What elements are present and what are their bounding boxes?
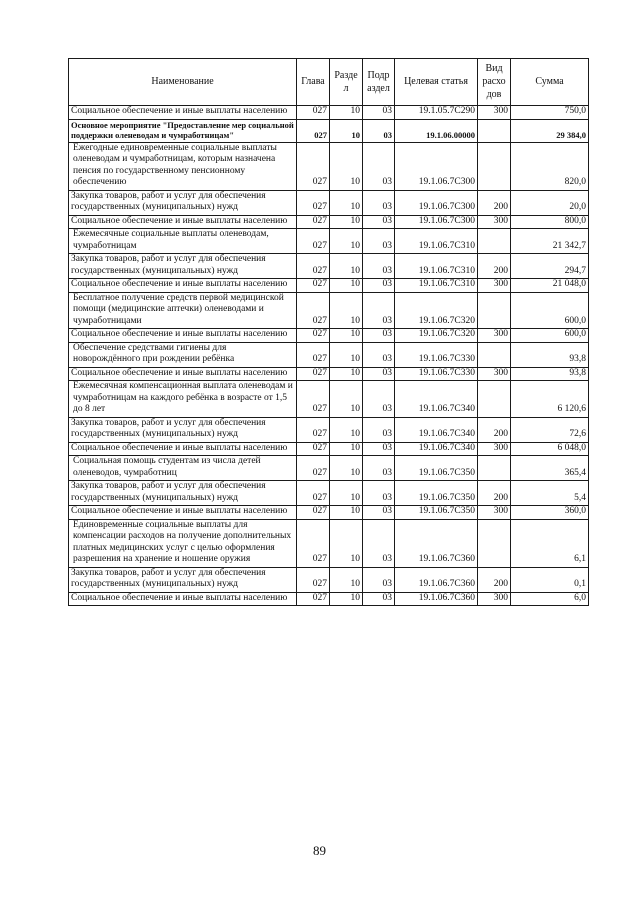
cell-glava: 027: [297, 481, 330, 506]
header-podrazdel: Подр аздел: [363, 59, 395, 106]
cell-razdel: 10: [330, 119, 363, 142]
cell-razdel: 10: [330, 519, 363, 567]
cell-vid: [478, 229, 511, 254]
cell-target: 19.1.06.7С340: [395, 442, 478, 456]
cell-glava: 027: [297, 381, 330, 418]
table-header-row: [69, 59, 589, 106]
cell-vid: 300: [478, 506, 511, 520]
cell-sum: 6,0: [511, 592, 589, 606]
cell-podrazdel: 03: [363, 292, 395, 329]
cell-glava: 027: [297, 190, 330, 215]
cell-name: Социальное обеспечение и иные выплаты населению: [69, 506, 297, 520]
cell-sum: 6 120,6: [511, 381, 589, 418]
cell-podrazdel: 03: [363, 592, 395, 606]
cell-sum: 820,0: [511, 142, 589, 190]
cell-name: Ежемесячная компенсационная выплата оленеводам и чумработницам на каждого ребёнка в возрасте от 1,5 до 8 лет: [69, 381, 297, 418]
cell-name: Социальное обеспечение и иные выплаты населению: [69, 215, 297, 229]
cell-sum: 360,0: [511, 506, 589, 520]
cell-podrazdel: 03: [363, 106, 395, 120]
cell-name: Социальное обеспечение и иные выплаты населению: [69, 367, 297, 381]
table-row: [69, 119, 589, 142]
cell-sum: 600,0: [511, 329, 589, 343]
cell-sum: 750,0: [511, 106, 589, 120]
cell-sum: 294,7: [511, 254, 589, 279]
cell-name: Социальное обеспечение и иные выплаты населению: [69, 329, 297, 343]
cell-vid: 200: [478, 254, 511, 279]
cell-target: 19.1.06.7С360: [395, 592, 478, 606]
table-row: [69, 519, 589, 567]
cell-razdel: 10: [330, 254, 363, 279]
cell-glava: 027: [297, 229, 330, 254]
cell-glava: 027: [297, 456, 330, 481]
cell-vid: 300: [478, 367, 511, 381]
cell-vid: 300: [478, 215, 511, 229]
cell-podrazdel: 03: [363, 229, 395, 254]
cell-razdel: 10: [330, 329, 363, 343]
cell-target: 19.1.06.7С350: [395, 456, 478, 481]
cell-vid: 200: [478, 567, 511, 592]
cell-sum: 21 342,7: [511, 229, 589, 254]
table-row: [69, 367, 589, 381]
cell-vid: 300: [478, 329, 511, 343]
cell-sum: 6 048,0: [511, 442, 589, 456]
cell-razdel: 10: [330, 279, 363, 293]
cell-sum: 5,4: [511, 481, 589, 506]
cell-glava: 027: [297, 567, 330, 592]
cell-sum: 93,8: [511, 342, 589, 367]
cell-vid: 200: [478, 481, 511, 506]
table-row: [69, 190, 589, 215]
cell-name: Закупка товаров, работ и услуг для обеспечения государственных (муниципальных) нужд: [69, 417, 297, 442]
header-vid: Вид расхо дов: [478, 59, 511, 106]
header-razdel: Разде л: [330, 59, 363, 106]
table-row: [69, 592, 589, 606]
cell-vid: [478, 381, 511, 418]
cell-podrazdel: 03: [363, 567, 395, 592]
cell-name: Основное мероприятие "Предоставление мер социальной поддержки оленеводам и чумработницам": [69, 119, 297, 142]
cell-glava: 027: [297, 506, 330, 520]
cell-razdel: 10: [330, 229, 363, 254]
table-row: [69, 292, 589, 329]
cell-podrazdel: 03: [363, 381, 395, 418]
cell-podrazdel: 03: [363, 329, 395, 343]
cell-glava: 027: [297, 119, 330, 142]
table-row: [69, 456, 589, 481]
budget-table: [68, 58, 589, 606]
cell-razdel: 10: [330, 342, 363, 367]
cell-sum: 365,4: [511, 456, 589, 481]
cell-target: 19.1.06.7С340: [395, 381, 478, 418]
cell-glava: 027: [297, 292, 330, 329]
cell-glava: 027: [297, 342, 330, 367]
table-row: [69, 215, 589, 229]
table-row: [69, 417, 589, 442]
cell-glava: 027: [297, 592, 330, 606]
cell-podrazdel: 03: [363, 481, 395, 506]
cell-razdel: 10: [330, 367, 363, 381]
cell-vid: [478, 119, 511, 142]
cell-razdel: 10: [330, 481, 363, 506]
cell-target: 19.1.06.7С300: [395, 190, 478, 215]
cell-razdel: 10: [330, 442, 363, 456]
cell-sum: 600,0: [511, 292, 589, 329]
cell-podrazdel: 03: [363, 506, 395, 520]
cell-podrazdel: 03: [363, 417, 395, 442]
cell-sum: 21 048,0: [511, 279, 589, 293]
cell-sum: 20,0: [511, 190, 589, 215]
cell-razdel: 10: [330, 506, 363, 520]
cell-target: 19.1.06.7С360: [395, 567, 478, 592]
cell-target: 19.1.06.7С320: [395, 329, 478, 343]
cell-sum: 29 384,0: [511, 119, 589, 142]
cell-podrazdel: 03: [363, 190, 395, 215]
table-row: [69, 329, 589, 343]
cell-name: Закупка товаров, работ и услуг для обеспечения государственных (муниципальных) нужд: [69, 190, 297, 215]
table-row: [69, 279, 589, 293]
header-target: Целевая статья: [395, 59, 478, 106]
cell-vid: [478, 456, 511, 481]
cell-target: 19.1.06.7С310: [395, 229, 478, 254]
cell-razdel: 10: [330, 142, 363, 190]
table-row: [69, 229, 589, 254]
cell-glava: 027: [297, 254, 330, 279]
table-row: [69, 106, 589, 120]
cell-target: 19.1.05.7С290: [395, 106, 478, 120]
cell-name: Закупка товаров, работ и услуг для обеспечения государственных (муниципальных) нужд: [69, 254, 297, 279]
cell-glava: 027: [297, 142, 330, 190]
cell-sum: 800,0: [511, 215, 589, 229]
cell-target: 19.1.06.7С360: [395, 519, 478, 567]
cell-razdel: 10: [330, 567, 363, 592]
cell-name: Социальное обеспечение и иные выплаты населению: [69, 106, 297, 120]
header-sum: Сумма: [511, 59, 589, 106]
cell-sum: 72,6: [511, 417, 589, 442]
cell-name: Социальная помощь студентам из числа детей оленеводов, чумработниц: [69, 456, 297, 481]
cell-podrazdel: 03: [363, 367, 395, 381]
cell-sum: 6,1: [511, 519, 589, 567]
cell-glava: 027: [297, 279, 330, 293]
cell-target: 19.1.06.00000: [395, 119, 478, 142]
cell-target: 19.1.06.7С300: [395, 142, 478, 190]
cell-vid: 200: [478, 190, 511, 215]
table-row: [69, 254, 589, 279]
cell-name: Социальное обеспечение и иные выплаты населению: [69, 279, 297, 293]
cell-vid: 300: [478, 279, 511, 293]
cell-sum: 93,8: [511, 367, 589, 381]
cell-name: Ежегодные единовременные социальные выплаты оленеводам и чумработницам, которым назначена пенсия по государственному пенсионному обеспечению: [69, 142, 297, 190]
cell-glava: 027: [297, 519, 330, 567]
cell-target: 19.1.06.7С340: [395, 417, 478, 442]
cell-name: Социальное обеспечение и иные выплаты населению: [69, 592, 297, 606]
cell-podrazdel: 03: [363, 519, 395, 567]
cell-podrazdel: 03: [363, 142, 395, 190]
cell-glava: 027: [297, 367, 330, 381]
cell-glava: 027: [297, 442, 330, 456]
cell-target: 19.1.06.7С300: [395, 215, 478, 229]
cell-podrazdel: 03: [363, 342, 395, 367]
cell-vid: [478, 519, 511, 567]
cell-target: 19.1.06.7С330: [395, 367, 478, 381]
table-row: [69, 481, 589, 506]
cell-podrazdel: 03: [363, 215, 395, 229]
table-row: [69, 381, 589, 418]
cell-target: 19.1.06.7С350: [395, 506, 478, 520]
cell-name: Бесплатное получение средств первой медицинской помощи (медицинские аптечки) оленеводами и чумработницами: [69, 292, 297, 329]
cell-podrazdel: 03: [363, 456, 395, 481]
cell-name: Закупка товаров, работ и услуг для обеспечения государственных (муниципальных) нужд: [69, 481, 297, 506]
cell-name: Ежемесячные социальные выплаты оленеводам, чумработницам: [69, 229, 297, 254]
cell-target: 19.1.06.7С310: [395, 279, 478, 293]
page-number: 89: [313, 843, 326, 858]
table-row: [69, 342, 589, 367]
cell-target: 19.1.06.7С320: [395, 292, 478, 329]
table-body: [69, 106, 589, 606]
cell-razdel: 10: [330, 381, 363, 418]
cell-sum: 0,1: [511, 567, 589, 592]
cell-podrazdel: 03: [363, 442, 395, 456]
cell-vid: 200: [478, 417, 511, 442]
cell-vid: [478, 292, 511, 329]
table-row: [69, 442, 589, 456]
cell-razdel: 10: [330, 106, 363, 120]
cell-glava: 027: [297, 106, 330, 120]
table-row: [69, 567, 589, 592]
cell-name: Социальное обеспечение и иные выплаты населению: [69, 442, 297, 456]
cell-podrazdel: 03: [363, 279, 395, 293]
cell-vid: [478, 142, 511, 190]
cell-name: Единовременные социальные выплаты для компенсации расходов на получение дополнительных платных медицинских услуг с целью оформления разрешения на хранение и ношение оружия: [69, 519, 297, 567]
cell-vid: 300: [478, 106, 511, 120]
cell-razdel: 10: [330, 215, 363, 229]
cell-name: Закупка товаров, работ и услуг для обеспечения государственных (муниципальных) нужд: [69, 567, 297, 592]
cell-target: 19.1.06.7С330: [395, 342, 478, 367]
cell-razdel: 10: [330, 190, 363, 215]
cell-glava: 027: [297, 215, 330, 229]
header-glava: Глава: [297, 59, 330, 106]
cell-vid: 300: [478, 592, 511, 606]
table-row: [69, 142, 589, 190]
header-name: Наименование: [69, 59, 297, 106]
cell-podrazdel: 03: [363, 119, 395, 142]
table-row: [69, 506, 589, 520]
cell-target: 19.1.06.7С350: [395, 481, 478, 506]
cell-podrazdel: 03: [363, 254, 395, 279]
cell-razdel: 10: [330, 456, 363, 481]
cell-vid: 300: [478, 442, 511, 456]
cell-glava: 027: [297, 417, 330, 442]
cell-name: Обеспечение средствами гигиены для новорождённого при рождении ребёнка: [69, 342, 297, 367]
cell-target: 19.1.06.7С310: [395, 254, 478, 279]
cell-razdel: 10: [330, 417, 363, 442]
cell-razdel: 10: [330, 292, 363, 329]
cell-vid: [478, 342, 511, 367]
cell-glava: 027: [297, 329, 330, 343]
cell-razdel: 10: [330, 592, 363, 606]
